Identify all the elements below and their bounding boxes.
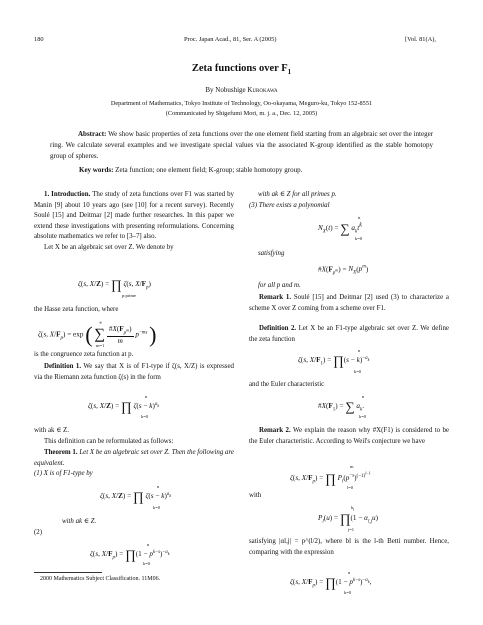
communicated-by: (Communicated by Shigefumi Mori, m. j. a., Dec. 12, 2005) bbox=[165, 110, 318, 117]
euler-text: and the Euler characteristic bbox=[249, 381, 325, 388]
volume-label: [Vol. 81(A), bbox=[405, 36, 436, 43]
footnote-msc: 2000 Mathematics Subject Classification. 11M06. bbox=[40, 576, 161, 582]
keywords bbox=[79, 166, 439, 174]
intro-heading: 1. Introduction. bbox=[44, 191, 91, 198]
abstract-text: We show basic properties of zeta functions over the one element field starting from an algebraic set over the integer ring. We calculate several examples and we investigate special values via the associated K-group identified as the stable homotopy group of spheres. bbox=[50, 130, 434, 160]
item-1-with: with ak ∈ Z. bbox=[62, 518, 97, 525]
theorem-1: Theorem 1. Let X be an algebraic set over Z. Then the following are equivalent. bbox=[34, 449, 234, 467]
theorem-item-3: (3) There exists a polynomial bbox=[249, 202, 330, 209]
with-ak-text: with ak ∈ Z. bbox=[34, 427, 69, 434]
condition-2-tail: with ak ∈ Z for all primes p. bbox=[258, 191, 337, 198]
footnote-rule bbox=[34, 572, 102, 573]
remark-1: Remark 1. Soulé [15] and Deitmar [2] used (3) to characterize a scheme X over Z coming from a scheme over F1. bbox=[249, 294, 449, 312]
equation-euler: $\#X(F_1)$ = ∑ $a_k$. bbox=[318, 399, 365, 414]
equation-item-1: ζ(s, X/Z) = ∏ $\zeta(s - k)^{a_k}$ bbox=[100, 489, 172, 504]
remark-2: Remark 2. We explain the reason why #X(F1) is considered to be the Euler characteristic. According to Weil's conjecture we have bbox=[249, 427, 449, 445]
equation-polynomial: $N_X(t)$ = ∑ $a_kt^k$ bbox=[318, 221, 362, 236]
congruence-text: is the congruence zeta function at p. bbox=[34, 351, 134, 358]
betti-text: satisfying |αl,j| = p^(l/2), where bl is the l-th Betti number. Hence, comparing with the expression bbox=[249, 538, 449, 556]
with-label: with bbox=[249, 492, 262, 499]
abstract-label: Abstract: bbox=[78, 130, 107, 138]
equation-pl: $P_l(u)$ = ∏(1 − $\alpha_{l,j}u$) bbox=[318, 511, 378, 526]
equation-zeta-f1: ζ(s, $X/F_1$) = ∏(s − k)$^{-a_k}$ bbox=[298, 353, 370, 368]
keywords-label: Key words: bbox=[79, 166, 114, 174]
journal-citation: Proc. Japan Acad., 81, Ser. A (2005) bbox=[184, 36, 277, 43]
theorem-item-2: (2) bbox=[34, 529, 43, 536]
affiliation: Department of Mathematics, Tokyo Institute of Technology, Oo-okayama, Meguro-ku, Tokyo 152-8551 bbox=[110, 100, 373, 107]
abstract bbox=[50, 129, 433, 162]
equation-congruence: ζ(s, $X/F_p) = \exp$ ( ∑ $\#X(F_{p^m})$ m $p^{-ms}$ ) bbox=[38, 322, 157, 347]
theorem-item-1: (1) X is of F1-type by bbox=[34, 470, 93, 477]
author-line: By Nobushige Kurokawa bbox=[205, 86, 278, 94]
author-surname: Kurokawa bbox=[247, 86, 278, 94]
definition-2: Definition 2. Let X be an F1-type algebraic set over Z. We define the zeta function bbox=[249, 325, 449, 343]
equation-hasse: ζ(s, X/Z) = ∏ ζ(s, $X/F_p$) bbox=[78, 277, 151, 292]
keywords-text: Zeta function; one element field; K-group; stable homotopy group. bbox=[115, 166, 303, 174]
reformulation-text: This definition can be reformulated as follows: bbox=[44, 438, 174, 445]
hasse-text: the Hasse zeta function, where bbox=[34, 306, 119, 313]
intro-paragraph: 1. Introduction. The study of zeta functions over F1 was started by Manin [9] about 10 years ago (see [10] for a recent survey). Recently Soulé [15] and Deitmar [2] made further researches. In this paper we extend these investigations with presenting reformulations. Concerning absolute mathematics we refer to [3–7] also. Let X be an algebraic set over Z. We denote by bbox=[34, 191, 234, 251]
equation-item-2: ζ(s, $X/F_p$) = ∏(1 − $p^{k-s})^{-a_k}$ bbox=[90, 547, 170, 562]
equation-weil: ζ(s, $X/F_p$) = ∏ $P_l(p^{-s})^{(-1)^{l-1}}$ bbox=[290, 470, 371, 486]
page-number: 180 bbox=[34, 36, 44, 43]
equation-f1-type: ζ(s, X/Z) = ∏ $\zeta(s - k)^{a_k}$ bbox=[88, 399, 160, 414]
equation-count: $\#X(F_{p^m}) = N_X(p^m)$ bbox=[318, 265, 369, 276]
equation-comparison: ζ(s, $X/F_p$) = ∏(1 − $p^{k-s})^{-a_k}$, bbox=[290, 575, 372, 590]
for-all-text: for all p and m. bbox=[258, 282, 301, 289]
paper-title: Zeta functions over $F_1$ bbox=[191, 63, 292, 77]
definition-1: Definition 1. We say that X is of F1-type if ζ(s, X/Z) is expressed via the Riemann zeta function ζ(s) in the form bbox=[34, 363, 234, 381]
satisfying-label: satisfying bbox=[258, 250, 285, 257]
